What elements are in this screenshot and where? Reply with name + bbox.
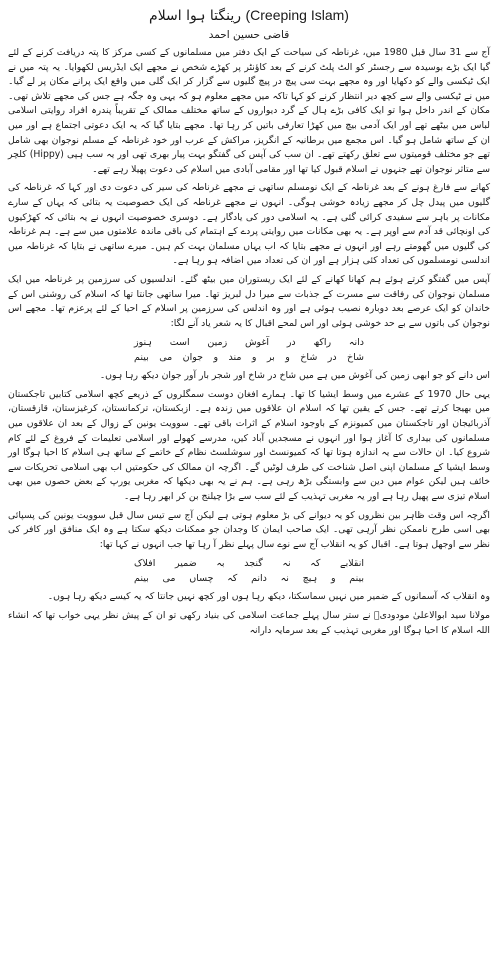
verse-word: ہنوز xyxy=(134,337,152,349)
verse-iqbal-1 xyxy=(134,335,364,365)
paragraph: اگرچہ اس وقت ظاہر بین نظروں کو یہ دیوانے کی بڑ معلوم ہوتی ہے لیکن آج سے تیس سال قبل سوویت یونین کی پسپائی بھی اسی طرح ناممکن نظر آرہی تھی۔ ایک صاحب ایمان کا وجدان جو ممکنات دیکھ سکتا ہے وہ ایک منافق اور کافر کی نظر سے اوجھل ہوتا ہے۔ اقبال کو یہ انقلاب آج سے نوے سال پہلے نظر آ رہا تھا جب انہوں نے کہا تھا: xyxy=(8,509,490,550)
verse-word: ضمیر xyxy=(175,558,197,570)
paragraph: وہ انقلاب کہ آسمانوں کے ضمیر میں نہیں سماسکتا، دیکھ رہا ہوں اور کچھ نہیں جانتا کہ یہ کیسے دیکھ رہا ہوں۔ xyxy=(47,591,490,603)
verse-word: افلاک xyxy=(134,558,156,570)
verse-word: راکھ xyxy=(313,337,332,349)
article-title xyxy=(8,6,490,25)
verse-word: نہ xyxy=(282,558,291,570)
paragraph: مولانا سید ابوالاعلیٰ مودودیؒ نے ستر سال پہلے جماعت اسلامی کی بنیاد رکھی تو ان کے پیش نظر یہی خواب تھا کہ انشاء اللہ اسلام کا احیا ہوگا اور مغربی تہذیب کے بعد سرمایہ دارانہ xyxy=(8,610,490,636)
verse-word: بر xyxy=(266,352,275,364)
verse-word: انقلابے xyxy=(340,558,364,570)
verse-word: شاخ xyxy=(300,352,318,364)
verse-line xyxy=(134,571,364,586)
verse-word: در xyxy=(286,337,296,349)
verse-word: ہیچ xyxy=(302,573,318,585)
verse-word: در xyxy=(327,352,337,364)
verse-word: و xyxy=(330,573,336,585)
verse-word: دانہ xyxy=(348,337,364,349)
verse-word: و xyxy=(213,352,219,364)
paragraph: یہی حال 1970 کے عشرے میں وسط ایشیا کا تھا۔ ہمارے افغان دوست سمگلروں کے ذریعے کچھ اسلامی کتابیں تاجکستان میں بھیجا کرتے تھے۔ جس کے یقین تھا کہ اسلام ان علاقوں میں زندہ ہے۔ ازبکستان، ترکمانستان، کرغیزستان، قازقستان، آذربائیجان اور تاجکستان میں کمیونزم کے باوجود اسلام کے اثرات باقی تھے۔ سوویت یونین کے زوال کے بعد ان علاقوں میں مسلمانوں کی بیداری کا آغاز ہوا اور انہوں نے مسجدیں آباد کیں، مدرسے کھولے اور اسلامی تعلیمات کے فروغ کے لئے کام شروع کیا۔ ان حالات سے یہ اندازہ ہوتا تھا کہ کمیونسٹ اور سوشلسٹ نظام کے خاتمے کے ساتھ ہی اسلام کا احیا ہوگا اور وسط ایشیا کے مسلمان اپنی اصل شناخت کی طرف لوٹیں گے۔ اگرچہ ان ممالک کی حکومتیں اب بھی اسلامی تحریکات سے خائف ہیں لیکن عوام میں دین سے وابستگی بڑھ رہی ہے۔ ہم نے یہ بھی دیکھا کہ مغربی یورپ کے بعض حصوں میں بھی اسلام تیزی سے پھیل رہا ہے اور یہ مغربی تہذیب کے لئے سب سے بڑا چیلنج بن کر ابھر رہا ہے۔ xyxy=(8,388,490,503)
paragraph: اس دانے کو جو ابھی زمین کی آغوش میں ہے میں شاخ در شاخ اور شجر بار آور جوان دیکھ رہا ہوں۔ xyxy=(99,370,490,382)
verse-iqbal-2 xyxy=(134,556,364,586)
title-english: (Creeping Islam) xyxy=(245,7,349,23)
verse-word: زمین xyxy=(207,337,228,349)
verse-word: است xyxy=(169,337,190,349)
paragraph: آج سے 31 سال قبل 1980 میں، غرناطہ کی سیاحت کے ایک دفتر میں مسلمانوں کے کسی مرکز کا پتہ دریافت کرنے کے لئے گیا ایک بڑے بوسیدہ سے رجسٹر کو الٹ پلٹ کرنے کے بعد کاؤنٹر پر کھڑے شخص نے مجھے ایک ایڈریس لکھوایا۔ یہ پتہ میں نے ایک ٹیکسی والے کو دکھایا اور وہ مجھے بہت سی پیچ در پیچ گلیوں سے گزار کر ایک گلی میں واقع ایک پرانے مکان پر لے گیا۔ میں نے ٹیکسی والے سے کچھ دیر انتظار کرنے کو کہا تاکہ میں مجھے معلوم ہو کہ یہی وہ جگہ ہے جس کی مجھے تلاش تھی۔ مکان کے اندر داخل ہوا تو ایک کافی بڑے ہال کے گرد دیواروں کے ساتھ مختلف ممالک کے تقریباً پندرہ افراد روایتی اسلامی لباس میں بیٹھے تھے اور ایک آدمی بیچ میں کھڑا تعارفی باتیں کر رہا تھا۔ مجھے بتایا گیا کہ یہ ایک دعوتی اجتماع ہے اور میں ان کے ساتھ شامل ہو گیا۔ اس مجمع میں برطانیہ کے انگریز، مراکش کے عرب اور خود غرناطہ کے مسلم نوجوان بھی شامل تھے جو مختلف قومیتوں سے تعلق رکھتے تھے۔ ان سب کی آپس کی گفتگو بہت پیار بھری تھی اور یہ سب ہپی (Hippy) کلچر سے متاثر نوجوان تھے جنہوں نے اسلام قبول کیا تھا اور مقامی آبادی میں اسلام کی دعوت پھیلا رہے تھے۔ xyxy=(8,47,491,175)
author-name: قاضی حسین احمد xyxy=(208,29,290,41)
verse-word: شاخ xyxy=(347,352,364,364)
verse-word: مند xyxy=(228,352,242,364)
verse-word: و xyxy=(251,352,257,364)
verse-word: آغوش xyxy=(244,337,270,349)
verse-word: گنجد xyxy=(244,558,263,570)
verse-line xyxy=(134,556,364,571)
paragraph: کھانے سے فارغ ہونے کے بعد غرناطہ کے ایک نومسلم ساتھی نے مجھے غرناطہ کی سیر کی دعوت دی اور کہا کہ غرناطہ کی گلیوں میں پیدل چل کر مجھے زیادہ خوشی ہوگی۔ انہوں نے مجھے غرناطہ کی ایک خصوصیت یہ بتائی کہ یہاں کے سارے مکانات پر باہر سے سفیدی کرائی گئی ہے۔ یہ اسلامی دور کی یادگار ہے۔ دوسری خصوصیت انہوں نے یہ بتائی کہ کھڑکیوں کی اونچائی قد آدم سے اوپر ہے۔ یہ بھی مکانات میں روایتی پردے کے اہتمام کی باقی ماندہ علامتوں میں سے ہے۔ ہم غرناطہ کی گلیوں میں گھومتے رہے اور انہوں نے مجھے بتایا کہ اب یہاں مسلمان بہت کم ہیں۔ میرے ساتھی نے بتایا کہ غرناطہ میں اندلسی نومسلموں کی تعداد کئی ہزار ہے اور ان کی تعداد میں اضافہ ہو رہا ہے۔ xyxy=(8,182,490,267)
verse-line xyxy=(134,350,364,365)
verse-word: می xyxy=(159,352,173,364)
verse-word: و xyxy=(285,352,290,364)
verse-word: جوان xyxy=(182,352,204,364)
verse-word: بینم xyxy=(349,573,364,585)
verse-word: بینم xyxy=(134,352,149,364)
verse-word: دانم xyxy=(251,573,267,585)
article-body xyxy=(8,46,490,638)
verse-word: بینم xyxy=(134,573,149,585)
verse-line xyxy=(134,335,364,350)
verse-word: می xyxy=(162,573,176,585)
paragraph: آپس میں گفتگو کرتے ہوئے ہم کھانا کھانے کے لئے ایک ریستوران میں بیٹھ گئے۔ اندلسیوں کی سرزمین پر غرناطہ میں ایک مسلمان نوجوان کی رفاقت سے مسرت کے جذبات سے میرا دل لبریز تھا۔ میرا ساتھی جانتا تھا کہ اسلام کی روشنی اس کے خاندان کو ایک عرصے بعد دوبارہ نصیب ہوئی ہے اور وہ اندلس کی سرزمین پر اسلام کے احیا کے لئے پرعزم تھا۔ مجھے اس نوجوان کی باتوں سے بے حد خوشی ہوئی اور اس لمحے اقبال کا یہ شعر یاد آنے لگا: xyxy=(8,273,490,329)
title-urdu: رینگتا ہوا اسلام xyxy=(149,8,242,24)
verse-word: چساں xyxy=(189,573,214,585)
verse-word: کہ xyxy=(310,558,321,570)
verse-word: کہ xyxy=(227,573,238,585)
verse-word: بہ xyxy=(216,558,225,570)
verse-word: نہ xyxy=(280,573,289,585)
